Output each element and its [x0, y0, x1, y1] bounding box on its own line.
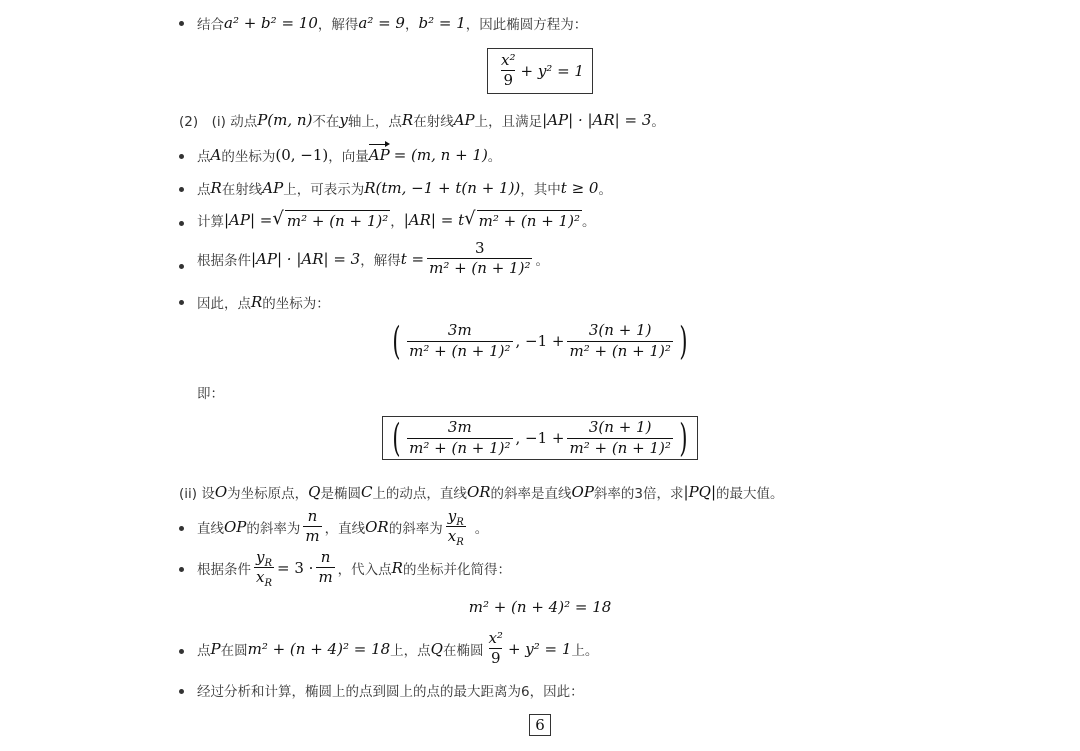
numerator: 3m	[447, 418, 472, 437]
math: R	[391, 558, 403, 577]
line-conclusion	[197, 680, 584, 700]
left-paren: (	[392, 319, 401, 363]
text: 在射线	[413, 114, 454, 130]
vector-ap: AP	[368, 146, 390, 164]
fraction	[407, 419, 512, 457]
text: 。	[581, 214, 596, 230]
subscript: R	[264, 578, 272, 590]
math: |AP| =	[224, 211, 273, 229]
math: |AP| · |AR| = 3	[542, 111, 652, 129]
math: t =	[400, 249, 425, 268]
line-p-q-location	[197, 630, 598, 668]
math: AP	[453, 111, 475, 129]
denominator: 9	[503, 71, 514, 90]
math: P(m, n)	[257, 111, 313, 129]
text: 的坐标为：	[262, 296, 330, 312]
math: (0, −1)	[275, 146, 329, 164]
text: 在椭圆	[442, 642, 484, 659]
fraction	[567, 419, 672, 457]
math: a² = 9	[358, 14, 405, 32]
subscript: R	[456, 537, 464, 549]
math: R	[210, 179, 222, 197]
numerator: y	[447, 507, 457, 525]
subscript: R	[264, 558, 273, 569]
denominator: m	[318, 568, 333, 587]
math: C	[360, 483, 373, 501]
text: 直线	[197, 520, 224, 537]
math: R	[251, 293, 263, 311]
sqrt: √ m² + (n + 1)²	[272, 208, 389, 230]
text: 。	[535, 252, 549, 269]
fraction	[486, 630, 504, 668]
math: m² + (n + 4)² = 18	[247, 639, 391, 658]
text: 即：	[197, 386, 224, 402]
denominator: x	[256, 568, 265, 587]
line-point-r	[197, 178, 612, 198]
sqrt: √ m² + (n + 1)²	[464, 208, 580, 230]
subscript: R	[456, 517, 464, 528]
math: AP	[262, 179, 284, 197]
denominator: m	[305, 527, 320, 546]
text: ，代入点	[337, 561, 392, 578]
r-coordinates-display	[0, 319, 1080, 363]
numerator: x²	[501, 51, 516, 69]
ellipse-equation-row	[0, 48, 1080, 94]
fraction	[499, 52, 517, 90]
left-paren: (	[392, 416, 401, 460]
text: 为坐标原点，	[227, 486, 309, 502]
text: ，	[390, 214, 404, 230]
answer-row	[0, 714, 1080, 736]
text: 上。	[571, 642, 599, 659]
numerator: x²	[488, 629, 503, 647]
text: ，向量	[328, 149, 369, 165]
fraction	[567, 322, 672, 360]
math: P	[210, 639, 221, 658]
math: |PQ|	[683, 483, 717, 501]
fraction	[407, 322, 512, 360]
denominator: m² + (n + 1)²	[569, 341, 671, 360]
numerator: 3m	[447, 321, 472, 340]
math: y	[339, 111, 348, 129]
text: 的斜率为	[246, 520, 301, 537]
text: 上，可表示为	[283, 182, 365, 198]
text: 。	[487, 149, 502, 165]
numerator: 3	[475, 239, 485, 257]
text: 的斜率为	[388, 520, 443, 537]
part-2-ii-statement	[179, 482, 784, 502]
math: O	[214, 483, 228, 501]
math: = 3 ·	[277, 558, 314, 577]
denominator: m² + (n + 1)²	[409, 438, 511, 457]
text: ，解得	[317, 17, 359, 33]
numerator: y	[256, 548, 265, 566]
fraction	[254, 548, 274, 590]
math: m² + (n + 4)² = 18	[468, 598, 612, 616]
math: = (m, n + 1)	[393, 146, 488, 164]
fraction	[427, 240, 532, 278]
radicand: m² + (n + 1)²	[478, 212, 580, 230]
bullet	[179, 221, 184, 226]
numerator: 3(n + 1)	[588, 321, 652, 340]
math: OR	[365, 517, 389, 536]
bullet	[179, 264, 184, 269]
text: 。	[474, 520, 489, 537]
text: 结合	[197, 17, 224, 33]
denominator: x	[447, 527, 457, 546]
math: R	[401, 111, 414, 129]
text: 。	[598, 182, 612, 198]
denominator: m² + (n + 1)²	[429, 259, 531, 278]
math: R(tm, −1 + t(n + 1))	[364, 179, 521, 197]
text: 的坐标为	[221, 149, 276, 165]
line-slopes	[197, 507, 489, 549]
text: 在射线	[221, 182, 263, 198]
bullet	[179, 649, 184, 654]
text: (ii) 设	[179, 486, 215, 502]
answer-box: 6	[529, 714, 551, 736]
part-2-i-statement	[179, 110, 665, 130]
radicand: m² + (n + 1)²	[286, 212, 389, 230]
bullet	[179, 526, 184, 531]
line-ji	[197, 382, 224, 402]
text: 斜率的3倍，求	[593, 486, 684, 502]
r-coordinates-box	[382, 416, 697, 460]
text: 点	[197, 182, 211, 198]
text: ，其中	[520, 182, 561, 198]
math: OP	[571, 483, 594, 501]
math: Q	[430, 639, 443, 658]
text: ，	[404, 17, 419, 33]
line-compute-lengths	[197, 210, 595, 230]
bullet	[179, 300, 184, 305]
fraction	[446, 507, 466, 549]
right-paren: )	[679, 319, 688, 363]
text: 。	[651, 114, 665, 130]
math: + y² = 1	[507, 639, 572, 658]
denominator: m² + (n + 1)²	[569, 438, 671, 457]
math: t ≥ 0	[560, 179, 599, 197]
text: 上，点	[390, 642, 431, 659]
ellipse-equation-box	[487, 48, 593, 94]
math: OP	[224, 517, 247, 536]
circle-equation	[0, 598, 1080, 616]
math: OR	[466, 483, 491, 501]
bullet	[179, 154, 184, 159]
math: a² + b² = 10	[224, 14, 318, 32]
text: ，因此椭圆方程为：	[465, 17, 588, 33]
math: |AP| · |AR| = 3	[251, 249, 361, 268]
fraction	[303, 508, 321, 546]
bullet	[179, 689, 184, 694]
text: 的最大值。	[716, 486, 784, 502]
text: 点	[197, 642, 211, 659]
line-slope-condition	[197, 548, 511, 590]
math: b² = 1	[418, 14, 466, 32]
numerator: n	[307, 507, 318, 525]
text: ，直线	[324, 520, 366, 537]
text: 根据条件	[197, 561, 251, 578]
text: 计算	[197, 214, 224, 230]
text: 是椭圆	[320, 486, 361, 502]
text: ，解得	[360, 252, 401, 269]
text: 根据条件	[197, 252, 251, 269]
text: 经过分析和计算，椭圆上的点到圆上的点的最大距离为6，因此：	[197, 684, 584, 700]
r-coordinates-boxed	[0, 416, 1080, 460]
bullet	[179, 567, 184, 572]
numerator: 3(n + 1)	[588, 418, 652, 437]
line-solve-t	[197, 240, 549, 278]
math: , −1 +	[515, 429, 565, 447]
text: 的斜率是直线	[490, 486, 572, 502]
text: 在圆	[220, 642, 248, 659]
text: 的坐标并化简得：	[402, 561, 511, 578]
math: Q	[308, 483, 321, 501]
text: 不在	[312, 114, 340, 130]
text: 上的动点，直线	[372, 486, 467, 502]
line-r-coordinates	[197, 292, 330, 312]
line-ellipse-params	[197, 13, 587, 33]
denominator: m² + (n + 1)²	[409, 341, 511, 360]
text: 因此，点	[197, 296, 251, 312]
numerator: n	[320, 548, 331, 566]
bullet	[179, 21, 184, 26]
right-paren: )	[679, 416, 688, 460]
text: 轴上，点	[347, 114, 402, 130]
text: (2) (i) 动点	[179, 114, 258, 130]
math: , −1 +	[515, 332, 565, 350]
text: 上，且满足	[474, 114, 543, 130]
fraction	[316, 549, 334, 587]
math: A	[210, 146, 222, 164]
math: |AR| = t	[403, 211, 465, 229]
line-vector-ap	[197, 145, 501, 165]
text: 点	[197, 149, 211, 165]
math: + y² = 1	[520, 61, 584, 80]
bullet	[179, 187, 184, 192]
denominator: 9	[490, 649, 501, 668]
